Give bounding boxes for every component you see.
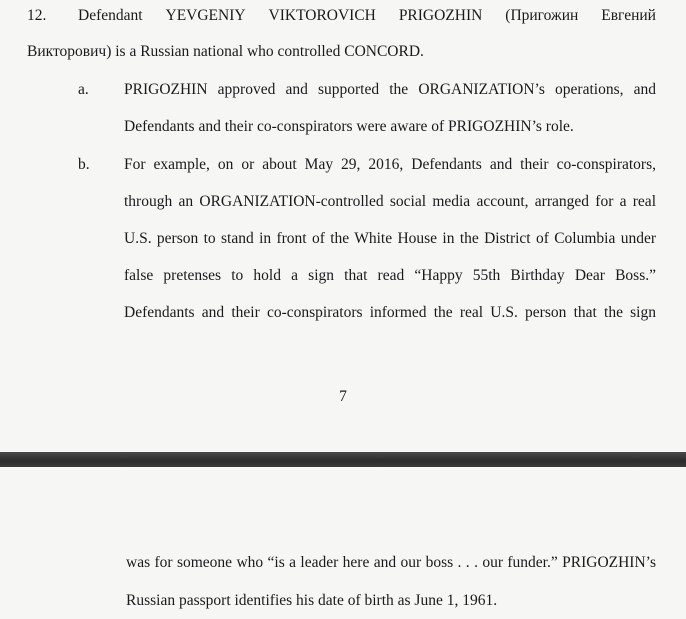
word: PRIGOZHIN <box>398 7 483 24</box>
paragraph-12-line-2: Викторович) is a Russian national who controlled CONCORD. <box>27 43 424 60</box>
word: VIKTOROVICH <box>268 7 376 24</box>
item-b-line-4: false pretenses to hold a sign that read “Happy 55th Birthday Dear Boss.” <box>124 267 656 284</box>
item-b-line-1: For example, on or about May 29, 2016, Defendants and their co-conspirators, <box>124 156 656 173</box>
item-b-line-2: through an ORGANIZATION-controlled social media account, arranged for a real <box>124 193 656 210</box>
word: YEVGENIY <box>165 7 246 24</box>
word: (Пригожин <box>505 7 579 24</box>
continuation-line-2: Russian passport identifies his date of birth as June 1, 1961. <box>126 592 498 609</box>
item-b-label: b. <box>78 156 90 173</box>
item-a-line-1: PRIGOZHIN approved and supported the ORGANIZATION’s operations, and <box>124 81 656 98</box>
word: Defendant <box>78 7 143 24</box>
continuation-line-1: was for someone who “is a leader here and our boss . . . our funder.” PRIGOZHIN’s <box>126 554 656 571</box>
paragraph-12-line-1 <box>78 6 656 26</box>
page-separator <box>0 452 686 467</box>
item-b-line-3: U.S. person to stand in front of the White House in the District of Columbia under <box>124 230 656 247</box>
item-a-label: a. <box>78 81 89 98</box>
item-a-line-2: Defendants and their co-conspirators were aware of PRIGOZHIN’s role. <box>124 118 574 135</box>
paragraph-number: 12. <box>27 7 47 24</box>
page-number: 7 <box>339 388 347 405</box>
word: Евгений <box>601 7 656 24</box>
document-page-bottom <box>0 467 686 619</box>
item-b-line-5: Defendants and their co-conspirators informed the real U.S. person that the sign <box>124 304 656 321</box>
